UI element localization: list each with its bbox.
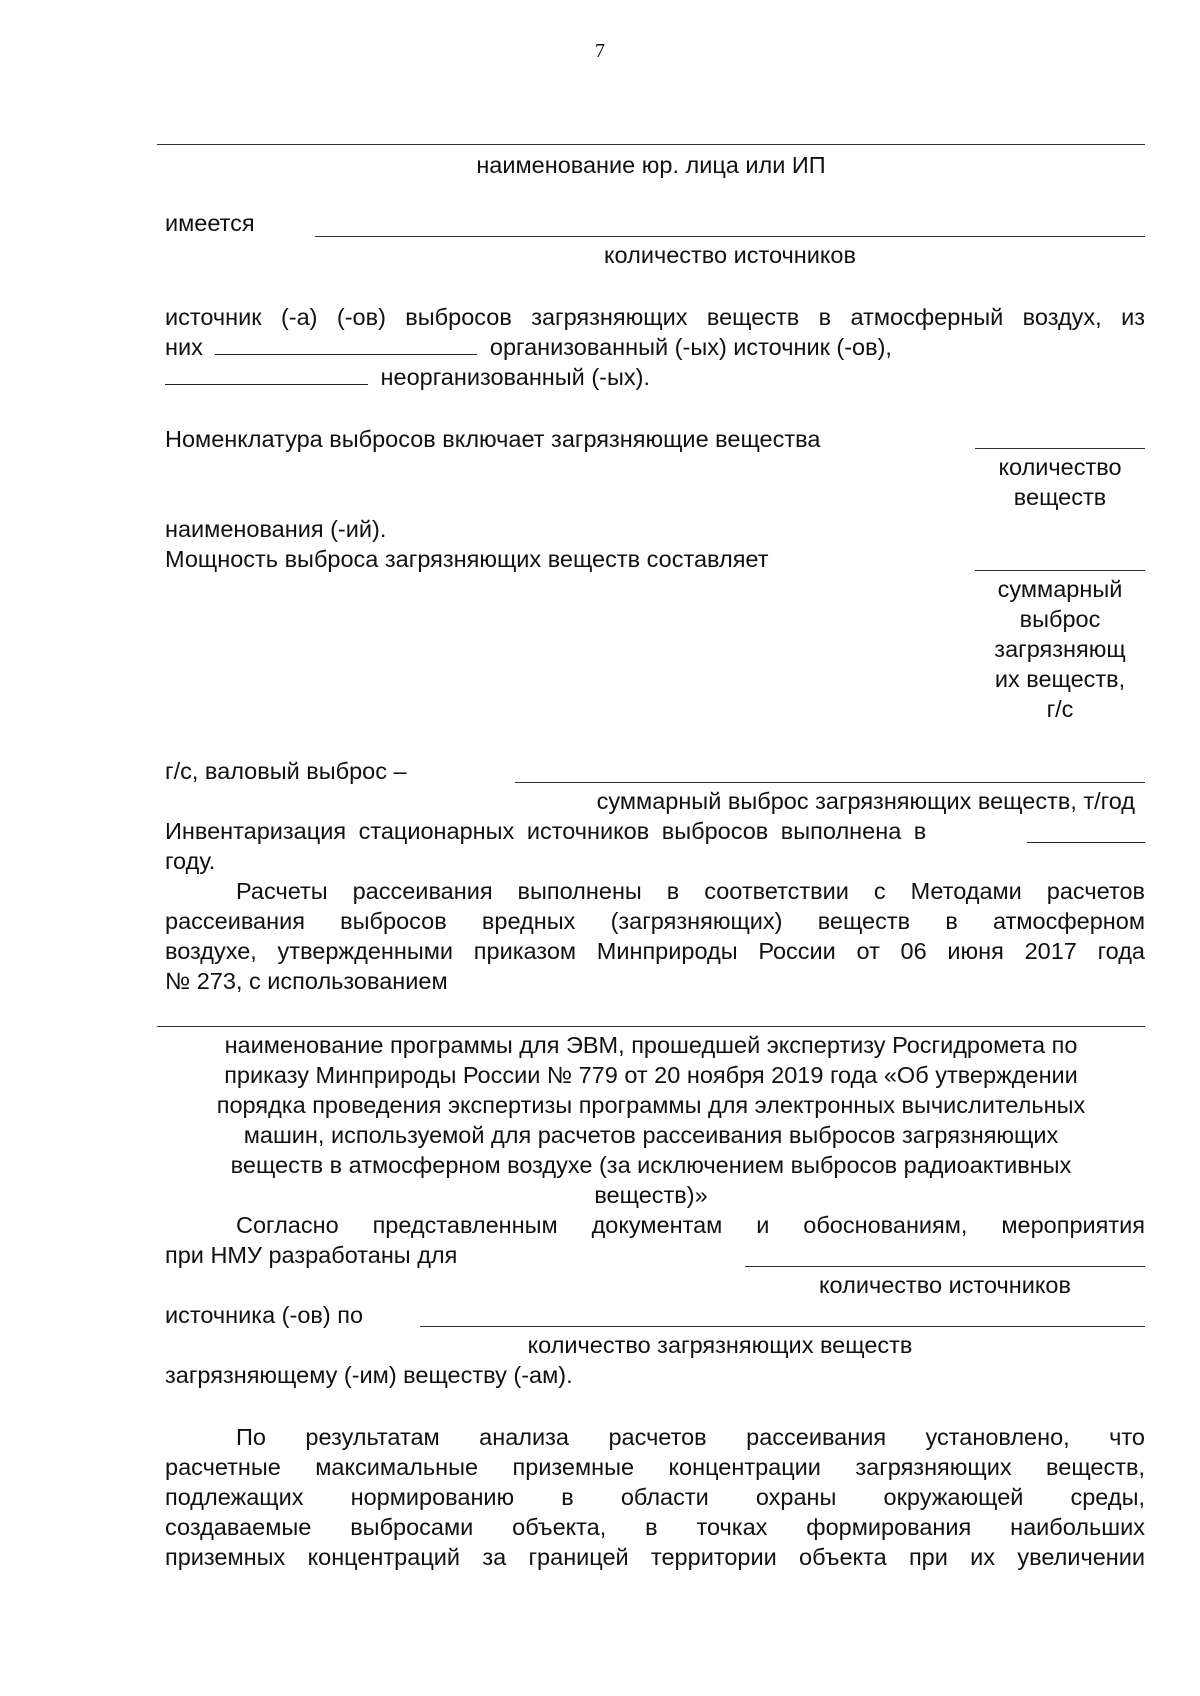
calculations-line-1: Расчеты рассеивания выполнены в соответствии с Методами расчетов: [236, 878, 1145, 904]
legal-entity-blank-line: [157, 144, 1145, 145]
results-line-3: подлежащих нормированию в области охраны окружающей среды,: [165, 1484, 1145, 1510]
nomenclature-after: наименования (-ий).: [165, 516, 387, 542]
calculations-line-2: рассеивания выбросов вредных (загрязняющих) веществ в атмосферном: [165, 908, 1145, 934]
nmu-substances-blank-line: [420, 1326, 1145, 1327]
calculations-line-4: № 273, с использованием: [165, 968, 448, 994]
calculations-line-3: воздухе, утвержденными приказом Минприроды России от 06 июня 2017 года: [165, 938, 1145, 964]
program-name-blank-line: [157, 1026, 1145, 1027]
substances-count-caption: [975, 452, 1145, 512]
nmu-line-2: при НМУ разработаны для: [165, 1242, 458, 1268]
nmu-substances-caption: количество загрязняющих веществ: [527, 1332, 913, 1358]
program-caption-line-3: порядка проведения экспертизы программы для электронных вычислительных: [216, 1092, 1086, 1118]
legal-entity-caption: наименование юр. лица или ИП: [476, 152, 826, 178]
total-emission-blank-line: [975, 570, 1145, 571]
gross-emission-blank-line: [515, 782, 1145, 783]
power-text: Мощность выброса загрязняющих веществ составляет: [165, 546, 769, 572]
emission-sources-line-2: [165, 332, 892, 362]
nmu-line-4: загрязняющему (-им) веществу (-ам).: [165, 1362, 573, 1388]
page-number: 7: [595, 40, 605, 62]
program-caption-line-5: веществ в атмосферном воздухе (за исключением выбросов радиоактивных: [230, 1152, 1072, 1178]
unorganized-count-blank: [165, 364, 368, 385]
total-emission-caption-line: их веществ,: [994, 666, 1126, 692]
program-caption-line-6: веществ)»: [594, 1182, 708, 1208]
gross-emission-prefix: г/с, валовый выброс –: [165, 758, 407, 784]
emission-sources-line-3: [165, 362, 650, 392]
program-caption-line-4: машин, используемой для расчетов рассеивания выбросов загрязняющих: [243, 1122, 1059, 1148]
sources-label: имеется: [165, 210, 255, 236]
substances-caption-line-1: количество: [998, 454, 1122, 480]
gross-emission-caption: суммарный выброс загрязняющих веществ, т/год: [596, 788, 1135, 814]
nmu-line-3: источника (-ов) по: [165, 1302, 364, 1328]
results-line-5: приземных концентраций за границей территории объекта при их увеличении: [165, 1544, 1145, 1570]
organized-count-blank: [215, 334, 477, 355]
sources-count-blank-line: [315, 236, 1145, 237]
results-line-1: По результатам анализа расчетов рассеивания установлено, что: [236, 1424, 1145, 1450]
organized-sources-text: организованный (-ых) источник (-ов),: [489, 334, 892, 360]
program-caption-line-2: приказу Минприроды России № 779 от 20 ноября 2019 года «Об утверждении: [224, 1062, 1078, 1088]
total-emission-caption-line: загрязняющ: [994, 636, 1126, 662]
inventory-line-1: [165, 816, 1145, 846]
nmu-sources-blank-line: [745, 1266, 1145, 1267]
inventory-line-2: году.: [165, 848, 216, 874]
sources-count-caption: количество источников: [604, 242, 856, 268]
nmu-sources-caption: количество источников: [819, 1272, 1071, 1298]
inventory-text: Инвентаризация стационарных источников выбросов выполнена в: [165, 818, 927, 844]
nmu-line-1: Согласно представленным документам и обоснованиям, мероприятия: [236, 1212, 1145, 1238]
results-line-2: расчетные максимальные приземные концентрации загрязняющих веществ,: [165, 1454, 1145, 1480]
program-caption-line-1: наименование программы для ЭВМ, прошедшей экспертизу Росгидромета по: [224, 1032, 1078, 1058]
results-line-4: создаваемые выбросами объекта, в точках формирования наибольших: [165, 1514, 1145, 1540]
total-emission-caption-line: выброс: [1019, 606, 1101, 632]
emission-sources-line-1: источник (-а) (-ов) выбросов загрязняющих веществ в атмосферный воздух, из: [165, 304, 1145, 330]
emission-sources-prefix: них: [165, 334, 203, 360]
nomenclature-text: Номенклатура выбросов включает загрязняющие вещества: [165, 426, 821, 452]
total-emission-caption-line: суммарный: [997, 576, 1123, 602]
substances-caption-line-2: веществ: [1013, 484, 1107, 510]
total-emission-caption-line: г/с: [1046, 696, 1074, 722]
inventory-year-blank: [1027, 822, 1145, 843]
total-emission-caption: [975, 574, 1145, 724]
substances-count-blank-line: [975, 448, 1145, 449]
unorganized-sources-text: неорганизованный (-ых).: [380, 364, 650, 390]
